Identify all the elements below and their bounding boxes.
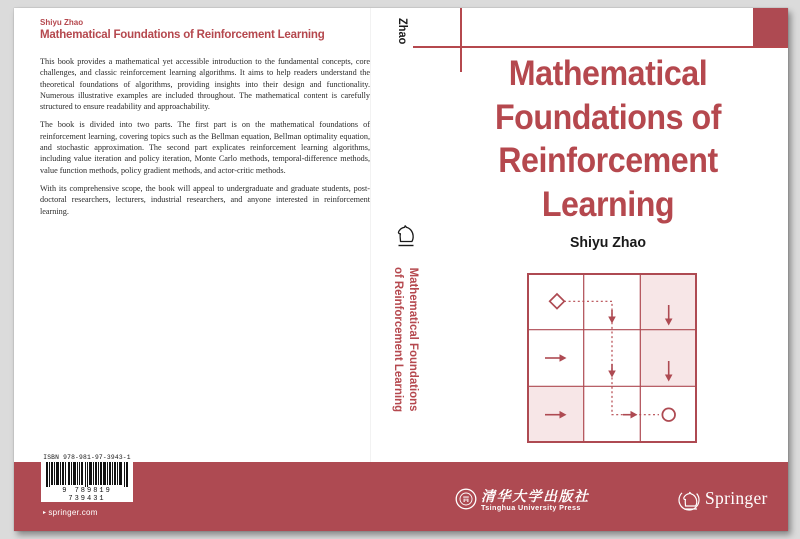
back-cover-author: Shiyu Zhao <box>40 18 84 27</box>
back-cover-title: Mathematical Foundations of Reinforcement Learning <box>40 29 325 41</box>
isbn-barcode-box <box>41 452 133 502</box>
tsinghua-seal-icon <box>455 488 477 510</box>
front-deco-vertical-line <box>460 8 462 72</box>
front-title-line-3: Reinforcement <box>498 141 718 180</box>
front-cover-title <box>463 52 754 226</box>
blurb-paragraph-1: This book provides a mathematical yet accessible introduction to the fundamental concepts, core challenges, and classic reinforcement learning algorithms. It aims to help readers understand the theoretical foundations of algorithms, providing insights into their design and functionality. Numerous illustrative examples are included throughout. The mathematical content is carefully structured to ensure readability and approachability. <box>40 57 370 112</box>
goal-circle-marker <box>662 408 675 421</box>
springer-logo-knight-icon <box>677 487 703 515</box>
front-title-line-4: Learning <box>541 184 675 224</box>
tsinghua-press-english-label: Tsinghua University Press <box>481 503 581 512</box>
isbn-label: ISBN 978-981-97-3943-1 <box>43 454 131 461</box>
start-diamond-marker <box>550 294 565 309</box>
blurb-paragraph-2: The book is divided into two parts. The first part is on the mathematical foundations of reinforcement learning, covering topics such as the Bellman equation, Bellman optimality equation, and stochastic approximation. The second part explicates reinforcement learning algorithms, including value iteration and policy iteration, Monte Carlo methods, temporal-difference methods, value function methods, policy gradient methods, and actor-critic methods. <box>40 120 370 175</box>
spine-fold-left <box>370 8 371 462</box>
spine-author: Zhao <box>396 18 410 45</box>
blurb-paragraph-3: With its comprehensive scope, the book will appeal to undergraduate and graduate students, post-doctoral researchers, lecturers, industrial researchers, and anyone interested in reinforcement learning. <box>40 183 370 216</box>
springer-knight-icon <box>395 223 417 253</box>
arrow-icon: ▸ <box>43 510 47 516</box>
website-text: springer.com <box>48 508 98 517</box>
front-cover-author: Shiyu Zhao <box>570 234 646 251</box>
tsinghua-press-chinese-label: 清华大学出版社 <box>481 490 590 505</box>
front-deco-horizontal-line <box>413 46 788 48</box>
spine-title-line-1: Mathematical Foundations <box>407 267 421 412</box>
springer-logo-label: Springer <box>705 488 768 508</box>
spine-title-line-2: of Reinforcement Learning <box>392 267 407 413</box>
barcode-icon <box>46 462 128 487</box>
front-deco-corner-block <box>753 8 788 46</box>
spine-title <box>392 267 421 412</box>
front-title-line-2: Foundations of <box>494 97 722 137</box>
book-cover <box>14 8 788 531</box>
front-title-line-1: Mathematical <box>508 54 708 93</box>
springer-website-link <box>43 508 98 517</box>
back-cover-blurb <box>40 56 370 224</box>
barcode-digits: 9 789819 739431 <box>62 487 112 503</box>
gridworld-diagram <box>527 273 697 443</box>
